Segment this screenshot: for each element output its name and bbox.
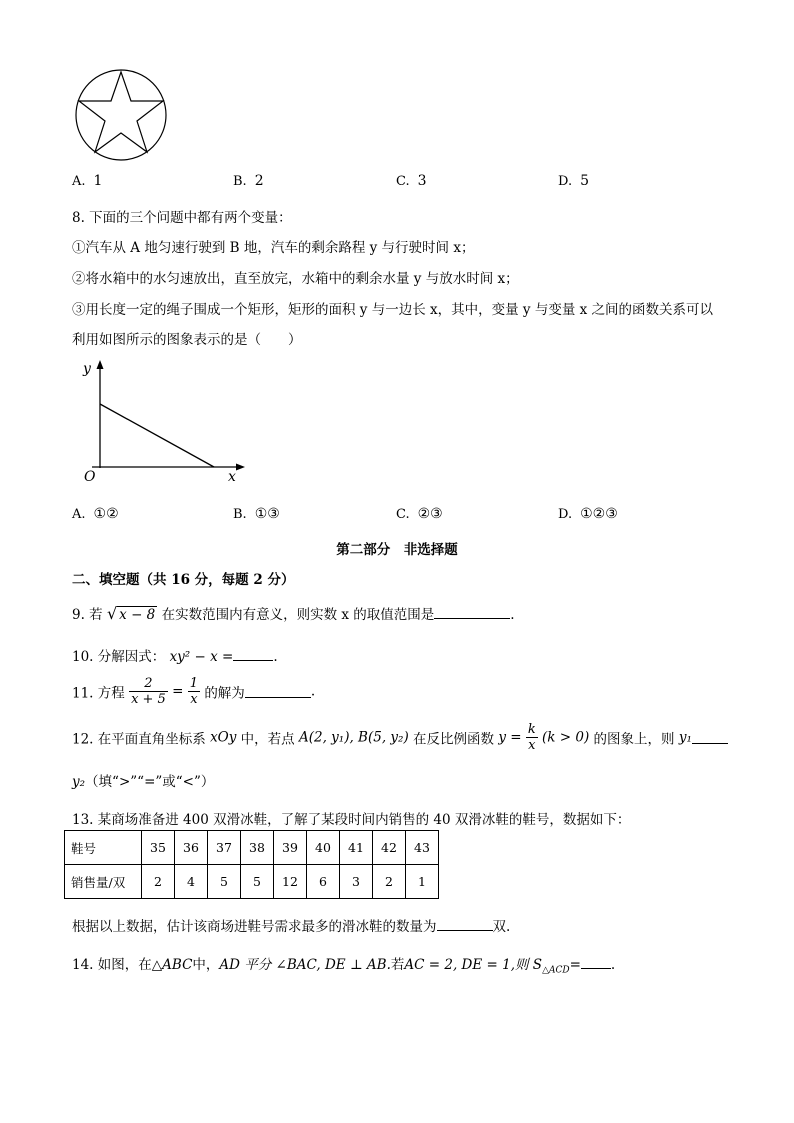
q8-item-3-line-1: ③用长度一定的绳子围成一个矩形，矩形的面积 y 与一边长 x，其中，变量 y 与变量 x 之间的函数关系可以 [72,302,714,318]
q8-item-2: ②将水箱中的水匀速放出，直至放完，水箱中的剩余水量 y 与放水时间 x； [72,271,519,287]
table-cell: 5 [208,865,241,899]
q12-answer-blank[interactable] [692,731,728,744]
q14-answer-blank[interactable] [581,956,611,969]
table-cell: 4 [175,865,208,899]
q8-option-d: D. ①②③ [558,506,618,522]
table-cell: 43 [406,831,439,865]
q8-item-1: ①汽车从 A 地匀速行驶到 B 地，汽车的剩余路程 y 与行驶时间 x； [72,240,475,256]
table-row-sizes [65,831,439,865]
q13-conclusion: 根据以上数据，估计该商场进鞋号需求最多的滑冰鞋的数量为 双. [72,919,511,935]
q7-option-b: B. 2 [233,173,264,189]
q8-item-3-line-2: 利用如图所示的图象表示的是（ ） [72,332,302,348]
q8-option-c: C. ②③ [396,506,443,522]
table-cell: 40 [307,831,340,865]
table-row-header: 鞋号 [65,831,142,865]
table-cell: 38 [241,831,274,865]
table-row-header: 销售量/双 [65,865,142,899]
table-cell: 2 [142,865,175,899]
table-cell: 1 [406,865,439,899]
q13-answer-blank[interactable] [437,918,493,931]
table-cell: 3 [340,865,373,899]
table-cell: 39 [274,831,307,865]
q8-stem: 8. 下面的三个问题中都有两个变量： [72,210,292,226]
table-cell: 36 [175,831,208,865]
section-2-heading: 二、填空题（共 16 分，每题 2 分） [72,572,295,588]
table-cell: 5 [241,865,274,899]
q7-option-d: D. 5 [558,173,590,189]
q12: 12. 在平面直角坐标系 xOy 中，若点 A(2, y₁), B(5, y₂) 在反比例函数 y = $\frac{k}{x}$ (k > 0) 的图象上，则 y₁ [72,722,728,753]
q9: 9. 若 √ x − 8 在实数范围内有意义，则实数 x 的取值范围是 . [72,604,515,623]
table-cell: 41 [340,831,373,865]
table-cell: 2 [373,865,406,899]
table-cell: 35 [142,831,175,865]
q12-line-2: y₂（填“>”“=”或“<”） [72,774,215,790]
table-cell: 6 [307,865,340,899]
q13-stem: 13. 某商场准备进 400 双滑冰鞋，了解了某段时间内销售的 40 双滑冰鞋的鞋号，数据如下： [72,812,631,828]
table-cell: 37 [208,831,241,865]
q9-answer-blank[interactable] [434,606,510,619]
q11: 11. 方程 $\frac{2}{x + 5}$ = $\frac{1}{x}$ 的解为 . [72,676,316,707]
table-cell: 42 [373,831,406,865]
part-2-title: 第二部分 非选择题 [336,542,458,558]
q10-answer-blank[interactable] [233,648,273,661]
q10: 10. 分解因式： xy² − x = . [72,649,278,665]
q8-option-b: B. ①③ [233,506,280,522]
q11-answer-blank[interactable] [245,685,311,698]
q7-option-c: C. 3 [396,173,427,189]
q7-option-a: A. 1 [72,173,103,189]
q8-option-a: A. ①② [72,506,119,522]
q14: 14. 如图，在△ABC中，AD 平分 ∠BAC, DE ⊥ AB.若AC = 2, DE = 1,则 $S_{\triangle ACD}=$ . [72,957,616,976]
q8-graph-x-label: x [228,469,236,485]
circle-star-figure [72,66,170,164]
q13-table [64,830,439,899]
q8-graph-origin-label: O [84,469,96,485]
q8-graph-y-label: y [83,361,91,377]
table-cell: 12 [274,865,307,899]
q9-radicand: x − 8 [119,607,156,623]
table-row-sales [65,865,439,899]
